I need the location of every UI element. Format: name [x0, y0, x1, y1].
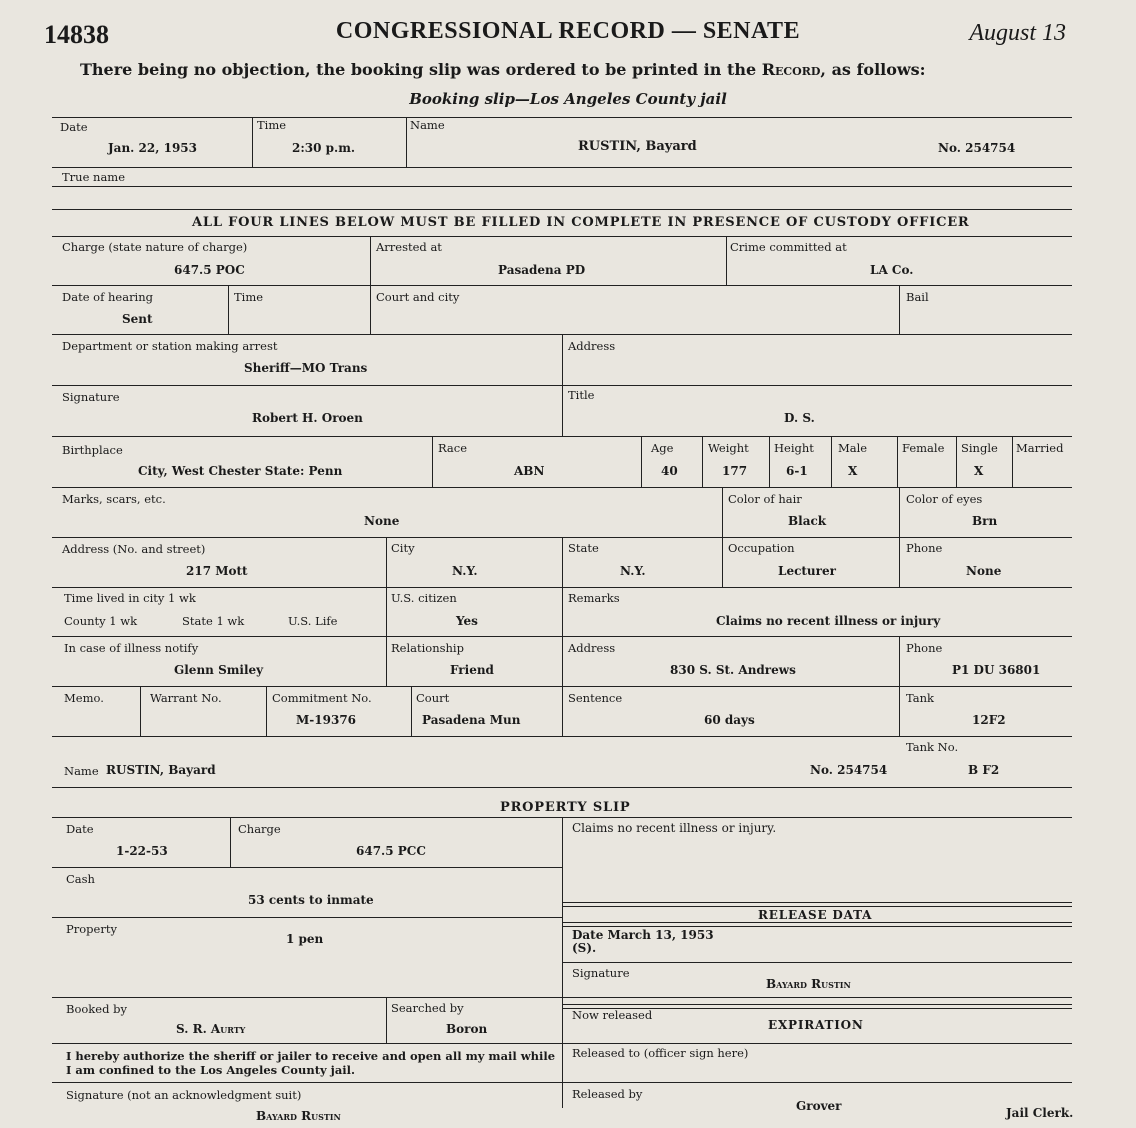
- released-by-value: Grover: [796, 1099, 842, 1113]
- signature-suit-label: Signature (not an acknowledgment suit): [66, 1088, 302, 1102]
- eyes-label: Color of eyes: [906, 492, 983, 506]
- hearing-label: Date of hearing: [62, 290, 154, 304]
- height-label: Height: [774, 441, 814, 455]
- officer-signature-value: Robert H. Oroen: [252, 411, 363, 425]
- release-signature-label: Signature: [572, 966, 630, 980]
- property-label: Property: [66, 922, 117, 936]
- cash-value: 53 cents to inmate: [248, 893, 374, 907]
- occupation-label: Occupation: [728, 541, 795, 555]
- citizen-value: Yes: [456, 614, 478, 628]
- page-number: 14838: [44, 20, 109, 49]
- booking-date-label: Date: [60, 120, 88, 134]
- tank-value: 12F2: [972, 713, 1006, 727]
- us-life-label: U.S. Life: [288, 614, 338, 628]
- single-label: Single: [961, 441, 998, 455]
- age-value: 40: [661, 464, 678, 478]
- age-label: Age: [651, 441, 674, 455]
- female-label: Female: [902, 441, 945, 455]
- relationship-value: Friend: [450, 663, 494, 677]
- booked-by-label: Booked by: [66, 1002, 127, 1016]
- intro-sentence: There being no objection, the booking slip was ordered to be printed in the Record, as follows:: [80, 60, 926, 79]
- release-signature-value: Bayard Rustin: [766, 977, 851, 991]
- relationship-label: Relationship: [391, 641, 464, 655]
- property-slip-banner: PROPERTY SLIP: [500, 800, 631, 815]
- male-label: Male: [838, 441, 868, 455]
- booked-by-value: S. R. Aurty: [176, 1022, 246, 1036]
- notify-phone-label: Phone: [906, 641, 943, 655]
- memo-label: Memo.: [64, 691, 104, 705]
- tank-no-value: B F2: [968, 763, 1000, 777]
- name-value: RUSTIN, Bayard: [578, 139, 697, 154]
- hair-value: Black: [788, 514, 827, 528]
- hearing-value: Sent: [122, 312, 153, 326]
- mail-authorization: I hereby authorize the sheriff or jailer to receive and open all my mail while I am confined to the Los Angeles County jail.: [66, 1049, 556, 1077]
- height-value: 6-1: [786, 464, 808, 478]
- marks-value: None: [364, 514, 400, 528]
- officer-title-label: Title: [568, 388, 595, 402]
- name2-label: Name: [64, 764, 99, 778]
- true-name-label: True name: [62, 170, 126, 184]
- booking-time-label: Time: [257, 118, 287, 132]
- jail-clerk-label: Jail Clerk.: [1006, 1106, 1074, 1120]
- marks-label: Marks, scars, etc.: [62, 492, 166, 506]
- arrested-label: Arrested at: [376, 240, 442, 254]
- race-value: ABN: [514, 464, 545, 478]
- officer-signature-label: Signature: [62, 390, 120, 404]
- phone-label: Phone: [906, 541, 943, 555]
- released-to-label: Released to (officer sign here): [572, 1046, 749, 1060]
- cash-label: Cash: [66, 872, 95, 886]
- custody-banner: ALL FOUR LINES BELOW MUST BE FILLED IN COMPLETE IN PRESENCE OF CUSTODY OFFICER: [192, 215, 970, 230]
- notify-label: In case of illness notify: [64, 641, 199, 655]
- property-charge-label: Charge: [238, 822, 281, 836]
- dept-address-label: Address: [568, 339, 616, 353]
- notify-value: Glenn Smiley: [174, 663, 264, 677]
- searched-by-label: Searched by: [391, 1001, 464, 1015]
- commitment-value: M-19376: [296, 713, 357, 727]
- commitment-label: Commitment No.: [272, 691, 372, 705]
- name-label: Name: [410, 118, 445, 132]
- state-value: N.Y.: [620, 564, 646, 578]
- crime-label: Crime committed at: [730, 240, 847, 254]
- tank-no-label: Tank No.: [906, 740, 959, 754]
- city-value: N.Y.: [452, 564, 478, 578]
- male-value: X: [848, 464, 858, 478]
- form-title: Booking slip—Los Angeles County jail: [409, 90, 727, 108]
- booking-number: No. 254754: [938, 141, 1016, 155]
- booking-number-2: No. 254754: [810, 763, 888, 777]
- property-claims: Claims no recent illness or injury.: [572, 821, 777, 835]
- released-by-label: Released by: [572, 1087, 643, 1101]
- property-date-value: 1-22-53: [116, 844, 168, 858]
- release-date-sub: (S).: [572, 941, 597, 955]
- booking-time-value: 2:30 p.m.: [292, 141, 356, 155]
- street-label: Address (No. and street): [62, 542, 206, 556]
- arrested-value: Pasadena PD: [498, 263, 586, 277]
- state-label: State: [568, 541, 599, 555]
- signature-suit-value: Bayard Rustin: [256, 1109, 341, 1123]
- court-city-label: Court and city: [376, 290, 460, 304]
- crime-value: LA Co.: [870, 263, 914, 277]
- county-time-label: County 1 wk: [64, 614, 138, 628]
- charge-value: 647.5 POC: [174, 263, 245, 277]
- single-value: X: [974, 464, 984, 478]
- remarks-value: Claims no recent illness or injury: [716, 614, 941, 628]
- weight-label: Weight: [708, 441, 749, 455]
- property-date-label: Date: [66, 822, 94, 836]
- city-label: City: [391, 541, 415, 555]
- weight-value: 177: [722, 464, 748, 478]
- searched-by-value: Boron: [446, 1022, 488, 1036]
- hair-label: Color of hair: [728, 492, 802, 506]
- race-label: Race: [438, 441, 468, 455]
- notify-address-value: 830 S. St. Andrews: [670, 663, 796, 677]
- notify-phone-value: P1 DU 36801: [952, 663, 1041, 677]
- court-label: Court: [416, 691, 450, 705]
- court-value: Pasadena Mun: [422, 713, 521, 727]
- married-label: Married: [1016, 441, 1064, 455]
- release-data-banner: RELEASE DATA: [758, 908, 873, 922]
- eyes-value: Brn: [972, 514, 998, 528]
- citizen-label: U.S. citizen: [391, 591, 457, 605]
- property-value: 1 pen: [286, 932, 324, 946]
- occupation-value: Lecturer: [778, 564, 836, 578]
- remarks-label: Remarks: [568, 591, 620, 605]
- property-charge-value: 647.5 PCC: [356, 844, 426, 858]
- sentence-value: 60 days: [704, 713, 755, 727]
- officer-title-value: D. S.: [784, 411, 815, 425]
- state-time-label: State 1 wk: [182, 614, 245, 628]
- notify-address-label: Address: [568, 641, 616, 655]
- dept-value: Sheriff—MO Trans: [244, 361, 368, 375]
- charge-label: Charge (state nature of charge): [62, 240, 248, 254]
- warrant-label: Warrant No.: [150, 691, 222, 705]
- bail-label: Bail: [906, 290, 929, 304]
- name2-value: RUSTIN, Bayard: [106, 763, 216, 777]
- time-lived-label: Time lived in city 1 wk: [64, 591, 196, 605]
- sentence-label: Sentence: [568, 691, 623, 705]
- issue-date: August 13: [969, 20, 1066, 46]
- dept-label: Department or station making arrest: [62, 339, 278, 353]
- tank-label: Tank: [906, 691, 935, 705]
- release-date: Date March 13, 1953: [572, 928, 714, 942]
- birthplace-value: City, West Chester State: Penn: [138, 464, 343, 478]
- phone-value: None: [966, 564, 1002, 578]
- now-released-label: Now released: [572, 1008, 653, 1022]
- journal-title: CONGRESSIONAL RECORD — SENATE: [335, 18, 801, 44]
- birthplace-label: Birthplace: [62, 443, 123, 457]
- street-value: 217 Mott: [186, 564, 248, 578]
- expiration-banner: EXPIRATION: [768, 1018, 864, 1032]
- booking-date-value: Jan. 22, 1953: [108, 141, 197, 155]
- hearing-time-label: Time: [234, 290, 264, 304]
